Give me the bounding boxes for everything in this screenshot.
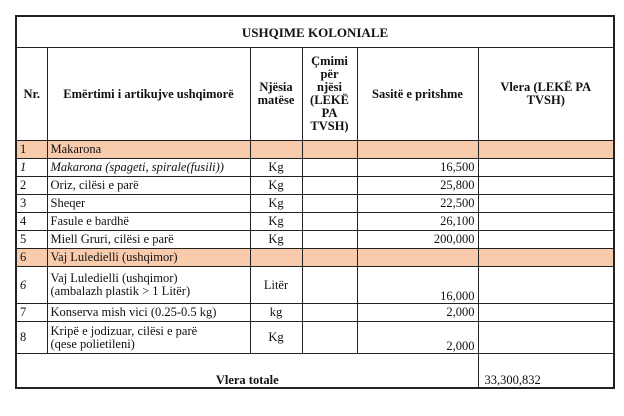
total-label: Vlera totale <box>16 354 478 389</box>
row-qty: 16,000 <box>357 267 478 304</box>
category-row <box>16 249 614 267</box>
table-title: USHQIME KOLONIALE <box>16 16 614 48</box>
row-name-line2: (ambalazh plastik > 1 Litër) <box>50 284 191 298</box>
row-name: Miell Gruri, cilësi e parë <box>47 231 250 249</box>
row-nr: 1 <box>16 159 47 177</box>
header-unit-line1: Njësia <box>259 80 293 94</box>
row-name <box>47 322 250 354</box>
row-unit: Kg <box>250 231 302 249</box>
header-row <box>16 48 614 141</box>
row-unit: Kg <box>250 195 302 213</box>
category-row <box>16 141 614 159</box>
row-name <box>47 267 250 304</box>
row-name: Konserva mish vici (0.25-0.5 kg) <box>47 304 250 322</box>
row-qty: 2,000 <box>357 322 478 354</box>
table-row <box>16 195 614 213</box>
row-nr: 2 <box>16 177 47 195</box>
header-unit <box>250 48 302 141</box>
table-row <box>16 177 614 195</box>
row-unit: Litër <box>250 267 302 304</box>
header-name: Emërtimi i artikujve ushqimorë <box>47 48 250 141</box>
row-nr: 5 <box>16 231 47 249</box>
table-row <box>16 231 614 249</box>
header-value: Vlera (LEKË PA TVSH) <box>478 48 614 141</box>
row-name-line1: Vaj Luledielli (ushqimor) <box>50 271 178 285</box>
row-nr: 7 <box>16 304 47 322</box>
category-name: Makarona <box>47 141 250 159</box>
table-row <box>16 322 614 354</box>
category-name: Vaj Luledielli (ushqimor) <box>47 249 250 267</box>
table-row <box>16 267 614 304</box>
row-unit: Kg <box>250 322 302 354</box>
row-qty: 25,800 <box>357 177 478 195</box>
row-qty: 2,000 <box>357 304 478 322</box>
row-name-line1: Kripë e jodizuar, cilësi e parë <box>50 323 198 338</box>
row-nr: 3 <box>16 195 47 213</box>
table-title-row <box>16 16 614 48</box>
header-price: Çmimi për njësi (LEKË PA TVSH) <box>302 48 357 141</box>
row-name: Makarona (spageti, spirale(fusili)) <box>47 159 250 177</box>
row-unit: Kg <box>250 159 302 177</box>
row-unit: Kg <box>250 177 302 195</box>
table-row <box>16 213 614 231</box>
header-qty: Sasitë e pritshme <box>357 48 478 141</box>
food-items-table <box>15 15 615 389</box>
row-qty: 22,500 <box>357 195 478 213</box>
row-nr: 4 <box>16 213 47 231</box>
row-unit: kg <box>250 304 302 322</box>
category-nr: 6 <box>16 249 47 267</box>
header-nr: Nr. <box>16 48 47 141</box>
table-row <box>16 304 614 322</box>
category-nr: 1 <box>16 141 47 159</box>
total-row <box>16 354 614 389</box>
row-qty: 26,100 <box>357 213 478 231</box>
row-qty: 16,500 <box>357 159 478 177</box>
header-unit-line2: matëse <box>257 93 295 107</box>
row-name-line2: (qese polietileni) <box>50 336 135 351</box>
row-qty: 200,000 <box>357 231 478 249</box>
row-unit: Kg <box>250 213 302 231</box>
total-value: 33,300,832 <box>478 354 614 389</box>
row-nr: 8 <box>16 322 47 354</box>
table-row <box>16 159 614 177</box>
row-name: Oriz, cilësi e parë <box>47 177 250 195</box>
row-nr: 6 <box>16 267 47 304</box>
row-name: Sheqer <box>47 195 250 213</box>
row-name: Fasule e bardhë <box>47 213 250 231</box>
